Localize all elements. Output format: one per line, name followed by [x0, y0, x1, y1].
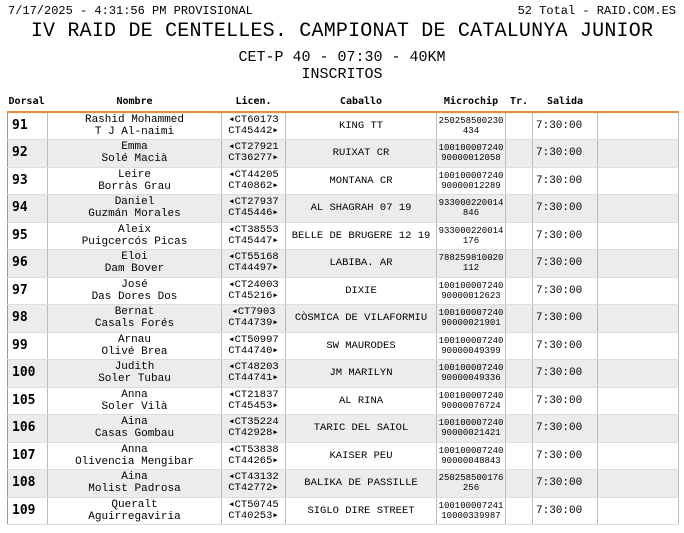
microchip-line-2: 176: [462, 235, 480, 246]
cell-extra: [598, 250, 679, 278]
microchip-line-2: 90000049399: [441, 345, 501, 356]
microchip-line-2: 90000021421: [441, 428, 501, 439]
table-row: [8, 497, 679, 525]
cell-extra: [598, 167, 679, 195]
microchip-line-2: 112: [462, 263, 480, 274]
cell-microchip: [437, 470, 506, 498]
microchip-line-1: 100100007240: [438, 390, 504, 401]
rider-license: ◂CT27921: [228, 141, 279, 154]
cell-dorsal: 95: [8, 222, 48, 250]
cell-caballo: MONTANA CR: [286, 167, 437, 195]
rider-last-name: Olivé Brea: [101, 345, 168, 358]
cell-nombre: [48, 277, 222, 305]
microchip-line-1: 100100007240: [438, 308, 504, 319]
cell-nombre: [48, 112, 222, 140]
cell-extra: [598, 442, 679, 470]
microchip-line-2: 434: [462, 126, 480, 136]
table-row: [8, 222, 679, 250]
col-tr: Tr.: [506, 88, 533, 112]
cell-dorsal: 98: [8, 305, 48, 333]
cell-extra: [598, 360, 679, 388]
microchip-line-1: 933000220014: [438, 198, 504, 209]
microchip-line-2: 90000021901: [441, 318, 501, 329]
rider-last-name: Soler Tubau: [98, 373, 171, 386]
cell-dorsal: 106: [8, 415, 48, 443]
cell-tr: [506, 360, 533, 388]
report-total: 52 Total - RAID.COM.ES: [517, 4, 676, 18]
cell-licen: [222, 470, 286, 498]
rider-first-name: Aleix: [117, 223, 151, 236]
microchip-line-2: 846: [462, 208, 480, 219]
table-header: [8, 88, 679, 112]
cell-tr: [506, 497, 533, 525]
cell-tr: [506, 250, 533, 278]
cell-nombre: [48, 140, 222, 168]
cell-licen: [222, 167, 286, 195]
microchip-line-1: 100100007240: [438, 363, 504, 374]
cell-licen: [222, 250, 286, 278]
cell-tr: [506, 167, 533, 195]
cell-extra: [598, 470, 679, 498]
horse-license: CT44739▸: [228, 317, 279, 330]
cell-extra: [598, 112, 679, 140]
horse-license: CT45442▸: [228, 125, 279, 137]
cell-nombre: [48, 250, 222, 278]
horse-license: CT45216▸: [228, 289, 279, 302]
cell-salida: 7:30:00: [533, 442, 598, 470]
cell-salida: 7:30:00: [533, 470, 598, 498]
col-licen: Licen.: [222, 88, 286, 112]
report-header-bar: [8, 4, 676, 18]
cell-salida: 7:30:00: [533, 167, 598, 195]
microchip-line-1: 100100007240: [438, 143, 504, 154]
cell-licen: [222, 497, 286, 525]
microchip-line-1: 100100007241: [438, 500, 504, 511]
horse-license: CT45447▸: [228, 234, 279, 247]
rider-license: ◂CT50997: [228, 333, 279, 346]
cell-nombre: [48, 497, 222, 525]
rider-last-name: Olivencia Mengibar: [75, 455, 194, 468]
col-extra: [598, 88, 679, 112]
cell-nombre: [48, 167, 222, 195]
rider-license: ◂CT60173: [228, 114, 279, 126]
rider-last-name: Dam Bover: [104, 263, 165, 276]
cell-licen: [222, 332, 286, 360]
microchip-line-1: 100100007240: [438, 280, 504, 291]
cell-microchip: [437, 387, 506, 415]
cell-extra: [598, 415, 679, 443]
cell-tr: [506, 442, 533, 470]
rider-last-name: Soler Vilà: [101, 400, 168, 413]
table-row: [8, 360, 679, 388]
rider-first-name: Leire: [117, 168, 151, 181]
rider-last-name: Casas Gombau: [94, 428, 175, 441]
cell-dorsal: 99: [8, 332, 48, 360]
cell-nombre: [48, 195, 222, 223]
cell-licen: [222, 222, 286, 250]
cell-caballo: BELLE DE BRUGERE 12 19: [286, 222, 437, 250]
microchip-line-1: 100100007240: [438, 170, 504, 181]
cell-dorsal: 91: [8, 112, 48, 140]
cell-licen: [222, 415, 286, 443]
cell-dorsal: 105: [8, 387, 48, 415]
cell-nombre: [48, 305, 222, 333]
cell-tr: [506, 470, 533, 498]
cell-nombre: [48, 222, 222, 250]
cell-caballo: RUIXAT CR: [286, 140, 437, 168]
table-row: [8, 250, 679, 278]
horse-license: CT45453▸: [228, 399, 279, 412]
rider-last-name: T J Al-naimi: [94, 126, 175, 138]
microchip-line-2: 90000076724: [441, 400, 501, 411]
rider-first-name: Anna: [121, 443, 148, 456]
cell-microchip: [437, 195, 506, 223]
rider-first-name: Eloi: [121, 251, 148, 264]
microchip-line-1: 250258500230: [438, 116, 504, 126]
cell-caballo: AL RINA: [286, 387, 437, 415]
cell-microchip: [437, 332, 506, 360]
table-row: [8, 332, 679, 360]
rider-first-name: Aina: [121, 416, 148, 429]
rider-last-name: Guzmán Morales: [88, 208, 181, 221]
cell-tr: [506, 387, 533, 415]
cell-salida: 7:30:00: [533, 222, 598, 250]
cell-caballo: BALIKA DE PASSILLE: [286, 470, 437, 498]
table-row: [8, 167, 679, 195]
cell-extra: [598, 387, 679, 415]
cell-extra: [598, 140, 679, 168]
cell-nombre: [48, 332, 222, 360]
cell-nombre: [48, 442, 222, 470]
cell-microchip: [437, 442, 506, 470]
table-row: [8, 195, 679, 223]
rider-license: ◂CT50745: [228, 498, 279, 511]
cell-nombre: [48, 470, 222, 498]
rider-license: ◂CT7903: [231, 306, 276, 319]
horse-license: CT45446▸: [228, 207, 279, 220]
cell-dorsal: 94: [8, 195, 48, 223]
microchip-line-2: 90000012058: [441, 153, 501, 164]
table-row: [8, 112, 679, 140]
cell-microchip: [437, 140, 506, 168]
rider-license: ◂CT48203: [228, 361, 279, 374]
cell-salida: 7:30:00: [533, 497, 598, 525]
microchip-line-1: 100100007240: [438, 418, 504, 429]
horse-license: CT40253▸: [228, 509, 279, 522]
rider-first-name: Arnau: [117, 333, 151, 346]
cell-caballo: SW MAURODES: [286, 332, 437, 360]
horse-license: CT40862▸: [228, 179, 279, 192]
cell-microchip: [437, 497, 506, 525]
cell-extra: [598, 497, 679, 525]
cell-dorsal: 97: [8, 277, 48, 305]
microchip-line-2: 90000012623: [441, 290, 501, 301]
rider-license: ◂CT44205: [228, 168, 279, 181]
col-nombre: Nombre: [48, 88, 222, 112]
table-body: [8, 112, 679, 525]
cell-licen: [222, 387, 286, 415]
rider-last-name: Solé Macià: [101, 153, 168, 166]
cell-licen: [222, 360, 286, 388]
cell-caballo: KAISER PEU: [286, 442, 437, 470]
horse-license: CT44740▸: [228, 344, 279, 357]
microchip-line-1: 250258500176: [438, 473, 504, 484]
cell-tr: [506, 222, 533, 250]
table-row: [8, 305, 679, 333]
cell-extra: [598, 222, 679, 250]
microchip-line-1: 100100007240: [438, 335, 504, 346]
cell-dorsal: 107: [8, 442, 48, 470]
cell-tr: [506, 277, 533, 305]
rider-license: ◂CT24003: [228, 278, 279, 291]
rider-license: ◂CT38553: [228, 223, 279, 236]
cell-tr: [506, 305, 533, 333]
microchip-line-1: 788259810020: [438, 253, 504, 264]
microchip-line-2: 10000339987: [441, 510, 501, 521]
rider-license: ◂CT35224: [228, 416, 279, 429]
rider-last-name: Puigcercós Picas: [81, 235, 188, 248]
cell-salida: 7:30:00: [533, 387, 598, 415]
cell-licen: [222, 140, 286, 168]
cell-caballo: CÒSMICA DE VILAFORMIU: [286, 305, 437, 333]
rider-license: ◂CT43132: [228, 471, 279, 484]
cell-licen: [222, 112, 286, 140]
microchip-line-1: 933000220014: [438, 225, 504, 236]
cell-extra: [598, 195, 679, 223]
col-microchip: Microchip: [437, 88, 506, 112]
rider-first-name: Bernat: [114, 306, 155, 319]
horse-license: CT44741▸: [228, 372, 279, 385]
entries-table: [7, 88, 679, 525]
cell-licen: [222, 442, 286, 470]
microchip-line-2: 90000048843: [441, 455, 501, 466]
cell-caballo: DIXIE: [286, 277, 437, 305]
cell-licen: [222, 277, 286, 305]
cell-microchip: [437, 415, 506, 443]
cell-salida: 7:30:00: [533, 195, 598, 223]
col-caballo: Caballo: [286, 88, 437, 112]
horse-license: CT44265▸: [228, 454, 279, 467]
microchip-line-2: 90000049336: [441, 373, 501, 384]
cell-dorsal: 108: [8, 470, 48, 498]
cell-tr: [506, 112, 533, 140]
rider-license: ◂CT55168: [228, 251, 279, 264]
cell-dorsal: 92: [8, 140, 48, 168]
rider-first-name: Emma: [121, 141, 148, 154]
table-row: [8, 442, 679, 470]
cell-tr: [506, 415, 533, 443]
cell-microchip: [437, 305, 506, 333]
cell-nombre: [48, 360, 222, 388]
cell-caballo: AL SHAGRAH 07 19: [286, 195, 437, 223]
cell-extra: [598, 277, 679, 305]
cell-tr: [506, 332, 533, 360]
cell-salida: 7:30:00: [533, 277, 598, 305]
col-salida: Salida: [533, 88, 598, 112]
rider-license: ◂CT21837: [228, 388, 279, 401]
table-row: [8, 140, 679, 168]
rider-first-name: José: [121, 278, 148, 291]
event-title: IV RAID DE CENTELLES. CAMPIONAT DE CATALUNYA JUNIOR: [30, 20, 654, 43]
microchip-line-2: 90000012289: [441, 180, 501, 191]
cell-tr: [506, 140, 533, 168]
cell-microchip: [437, 250, 506, 278]
rider-last-name: Aguirregaviria: [88, 510, 181, 523]
cell-caballo: KING TT: [286, 112, 437, 140]
report-datetime: 7/17/2025 - 4:31:56 PM PROVISIONAL: [8, 4, 253, 18]
cell-dorsal: 109: [8, 497, 48, 525]
cell-microchip: [437, 277, 506, 305]
rider-last-name: Das Dores Dos: [91, 290, 178, 303]
cell-salida: 7:30:00: [533, 250, 598, 278]
cell-salida: 7:30:00: [533, 112, 598, 140]
cell-microchip: [437, 112, 506, 140]
cell-salida: 7:30:00: [533, 305, 598, 333]
horse-license: CT44497▸: [228, 262, 279, 275]
rider-first-name: Rashid Mohammed: [84, 114, 185, 126]
cell-salida: 7:30:00: [533, 360, 598, 388]
cell-salida: 7:30:00: [533, 140, 598, 168]
rider-license: ◂CT27937: [228, 196, 279, 209]
horse-license: CT42928▸: [228, 427, 279, 440]
cell-nombre: [48, 415, 222, 443]
cell-licen: [222, 305, 286, 333]
cell-extra: [598, 305, 679, 333]
col-dorsal: Dorsal: [8, 88, 48, 112]
cell-caballo: JM MARILYN: [286, 360, 437, 388]
rider-first-name: Daniel: [114, 196, 155, 209]
cell-licen: [222, 195, 286, 223]
rider-last-name: Borràs Grau: [98, 180, 171, 193]
cell-microchip: [437, 222, 506, 250]
rider-license: ◂CT53838: [228, 443, 279, 456]
rider-first-name: Anna: [121, 388, 148, 401]
cell-tr: [506, 195, 533, 223]
table-row: [8, 277, 679, 305]
table-row: [8, 387, 679, 415]
microchip-line-1: 100100007240: [438, 445, 504, 456]
cell-microchip: [437, 360, 506, 388]
cell-dorsal: 100: [8, 360, 48, 388]
horse-license: CT42772▸: [228, 482, 279, 495]
cell-microchip: [437, 167, 506, 195]
cell-dorsal: 93: [8, 167, 48, 195]
cell-extra: [598, 332, 679, 360]
rider-first-name: Judith: [114, 361, 155, 374]
rider-first-name: Aina: [121, 471, 148, 484]
horse-license: CT36277▸: [228, 152, 279, 165]
cell-nombre: [48, 387, 222, 415]
table-row: [8, 470, 679, 498]
category-subtitle: CET-P 40 - 07:30 - 40KM: [238, 49, 446, 66]
cell-caballo: SIGLO DIRE STREET: [286, 497, 437, 525]
table-row: [8, 415, 679, 443]
cell-salida: 7:30:00: [533, 332, 598, 360]
rider-last-name: Casals Forés: [94, 318, 175, 331]
cell-dorsal: 96: [8, 250, 48, 278]
rider-last-name: Molist Padrosa: [88, 483, 181, 496]
cell-caballo: TARIC DEL SAIOL: [286, 415, 437, 443]
cell-salida: 7:30:00: [533, 415, 598, 443]
rider-first-name: Queralt: [111, 498, 158, 511]
cell-caballo: LABIBA. AR: [286, 250, 437, 278]
microchip-line-2: 256: [462, 483, 480, 494]
section-title: INSCRITOS: [301, 66, 383, 83]
